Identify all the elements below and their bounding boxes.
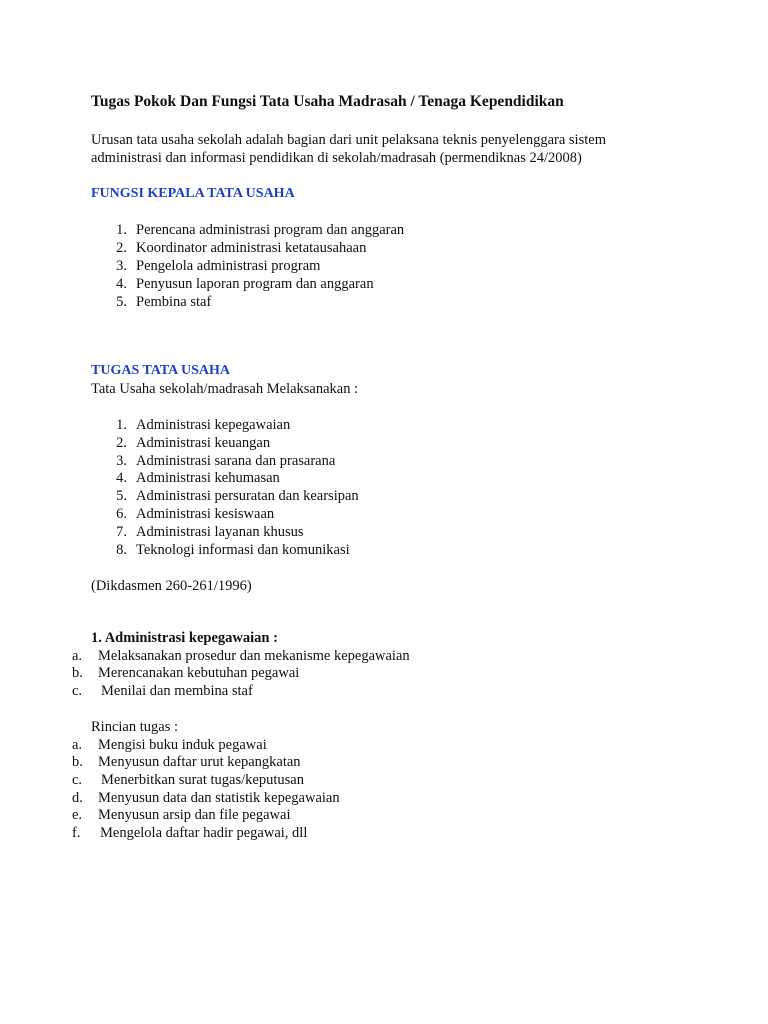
kepegawaian-item-letter: a. <box>72 648 83 664</box>
tugas-item-number: 5. <box>116 488 127 504</box>
fungsi-heading: FUNGSI KEPALA TATA USAHA <box>91 186 295 201</box>
tugas-item-text: Administrasi layanan khusus <box>136 524 304 540</box>
rincian-item-letter: f. <box>72 825 81 841</box>
intro-line-1: Urusan tata usaha sekolah adalah bagian dari unit pelaksana teknis penyelenggara sistem <box>91 132 606 148</box>
fungsi-item-text: Koordinator administrasi ketatausahaan <box>136 240 367 256</box>
tugas-item-number: 7. <box>116 524 127 540</box>
rincian-item-letter: b. <box>72 754 83 770</box>
rincian-item-text: Menerbitkan surat tugas/keputusan <box>101 772 304 788</box>
tugas-item-text: Administrasi kepegawaian <box>136 417 291 433</box>
rincian-item-letter: a. <box>72 737 83 753</box>
fungsi-item-number: 4. <box>116 276 127 292</box>
rincian-item-text: Menyusun data dan statistik kepegawaian <box>98 790 340 806</box>
fungsi-item-text: Penyusun laporan program dan anggaran <box>136 276 374 292</box>
tugas-source: (Dikdasmen 260-261/1996) <box>91 578 252 594</box>
rincian-item-text: Menyusun daftar urut kepangkatan <box>98 754 301 770</box>
fungsi-item-text: Pembina staf <box>136 294 212 310</box>
tugas-item-text: Administrasi persuratan dan kearsipan <box>136 488 359 504</box>
rincian-item-letter: c. <box>72 772 83 788</box>
tugas-item-number: 6. <box>116 506 127 522</box>
tugas-item-number: 8. <box>116 542 127 558</box>
tugas-item-text: Administrasi kehumasan <box>136 470 280 486</box>
rincian-item-text: Mengisi buku induk pegawai <box>98 737 267 753</box>
tugas-item-number: 1. <box>116 417 127 433</box>
kepegawaian-item-letter: c. <box>72 683 83 699</box>
kepegawaian-item-text: Merencanakan kebutuhan pegawai <box>98 665 300 681</box>
tugas-subtitle: Tata Usaha sekolah/madrasah Melaksanakan : <box>91 381 359 397</box>
fungsi-item-number: 3. <box>116 258 127 274</box>
tugas-item-text: Administrasi sarana dan prasarana <box>136 453 336 469</box>
tugas-item-number: 2. <box>116 435 127 451</box>
tugas-item-text: Teknologi informasi dan komunikasi <box>136 542 350 558</box>
fungsi-item-number: 2. <box>116 240 127 256</box>
tugas-item-text: Administrasi keuangan <box>136 435 271 451</box>
fungsi-item-number: 5. <box>116 294 127 310</box>
tugas-item-number: 3. <box>116 453 127 469</box>
rincian-item-letter: e. <box>72 807 83 823</box>
kepegawaian-heading: 1. Administrasi kepegawaian : <box>91 630 278 646</box>
rincian-label: Rincian tugas : <box>91 719 178 735</box>
kepegawaian-item-text: Melaksanakan prosedur dan mekanisme kepegawaian <box>98 648 410 664</box>
fungsi-item-text: Perencana administrasi program dan anggaran <box>136 222 405 238</box>
fungsi-item-text: Pengelola administrasi program <box>136 258 321 274</box>
intro-line-2: administrasi dan informasi pendidikan di sekolah/madrasah (permendiknas 24/2008) <box>91 150 582 166</box>
fungsi-item-number: 1. <box>116 222 127 238</box>
rincian-item-text: Mengelola daftar hadir pegawai, dll <box>100 825 308 841</box>
document-title: Tugas Pokok Dan Fungsi Tata Usaha Madrasah / Tenaga Kependidikan <box>91 93 564 110</box>
tugas-item-text: Administrasi kesiswaan <box>136 506 275 522</box>
kepegawaian-item-letter: b. <box>72 665 83 681</box>
tugas-item-number: 4. <box>116 470 127 486</box>
rincian-item-letter: d. <box>72 790 83 806</box>
rincian-item-text: Menyusun arsip dan file pegawai <box>98 807 291 823</box>
kepegawaian-item-text: Menilai dan membina staf <box>101 683 253 699</box>
tugas-heading: TUGAS TATA USAHA <box>91 363 230 378</box>
